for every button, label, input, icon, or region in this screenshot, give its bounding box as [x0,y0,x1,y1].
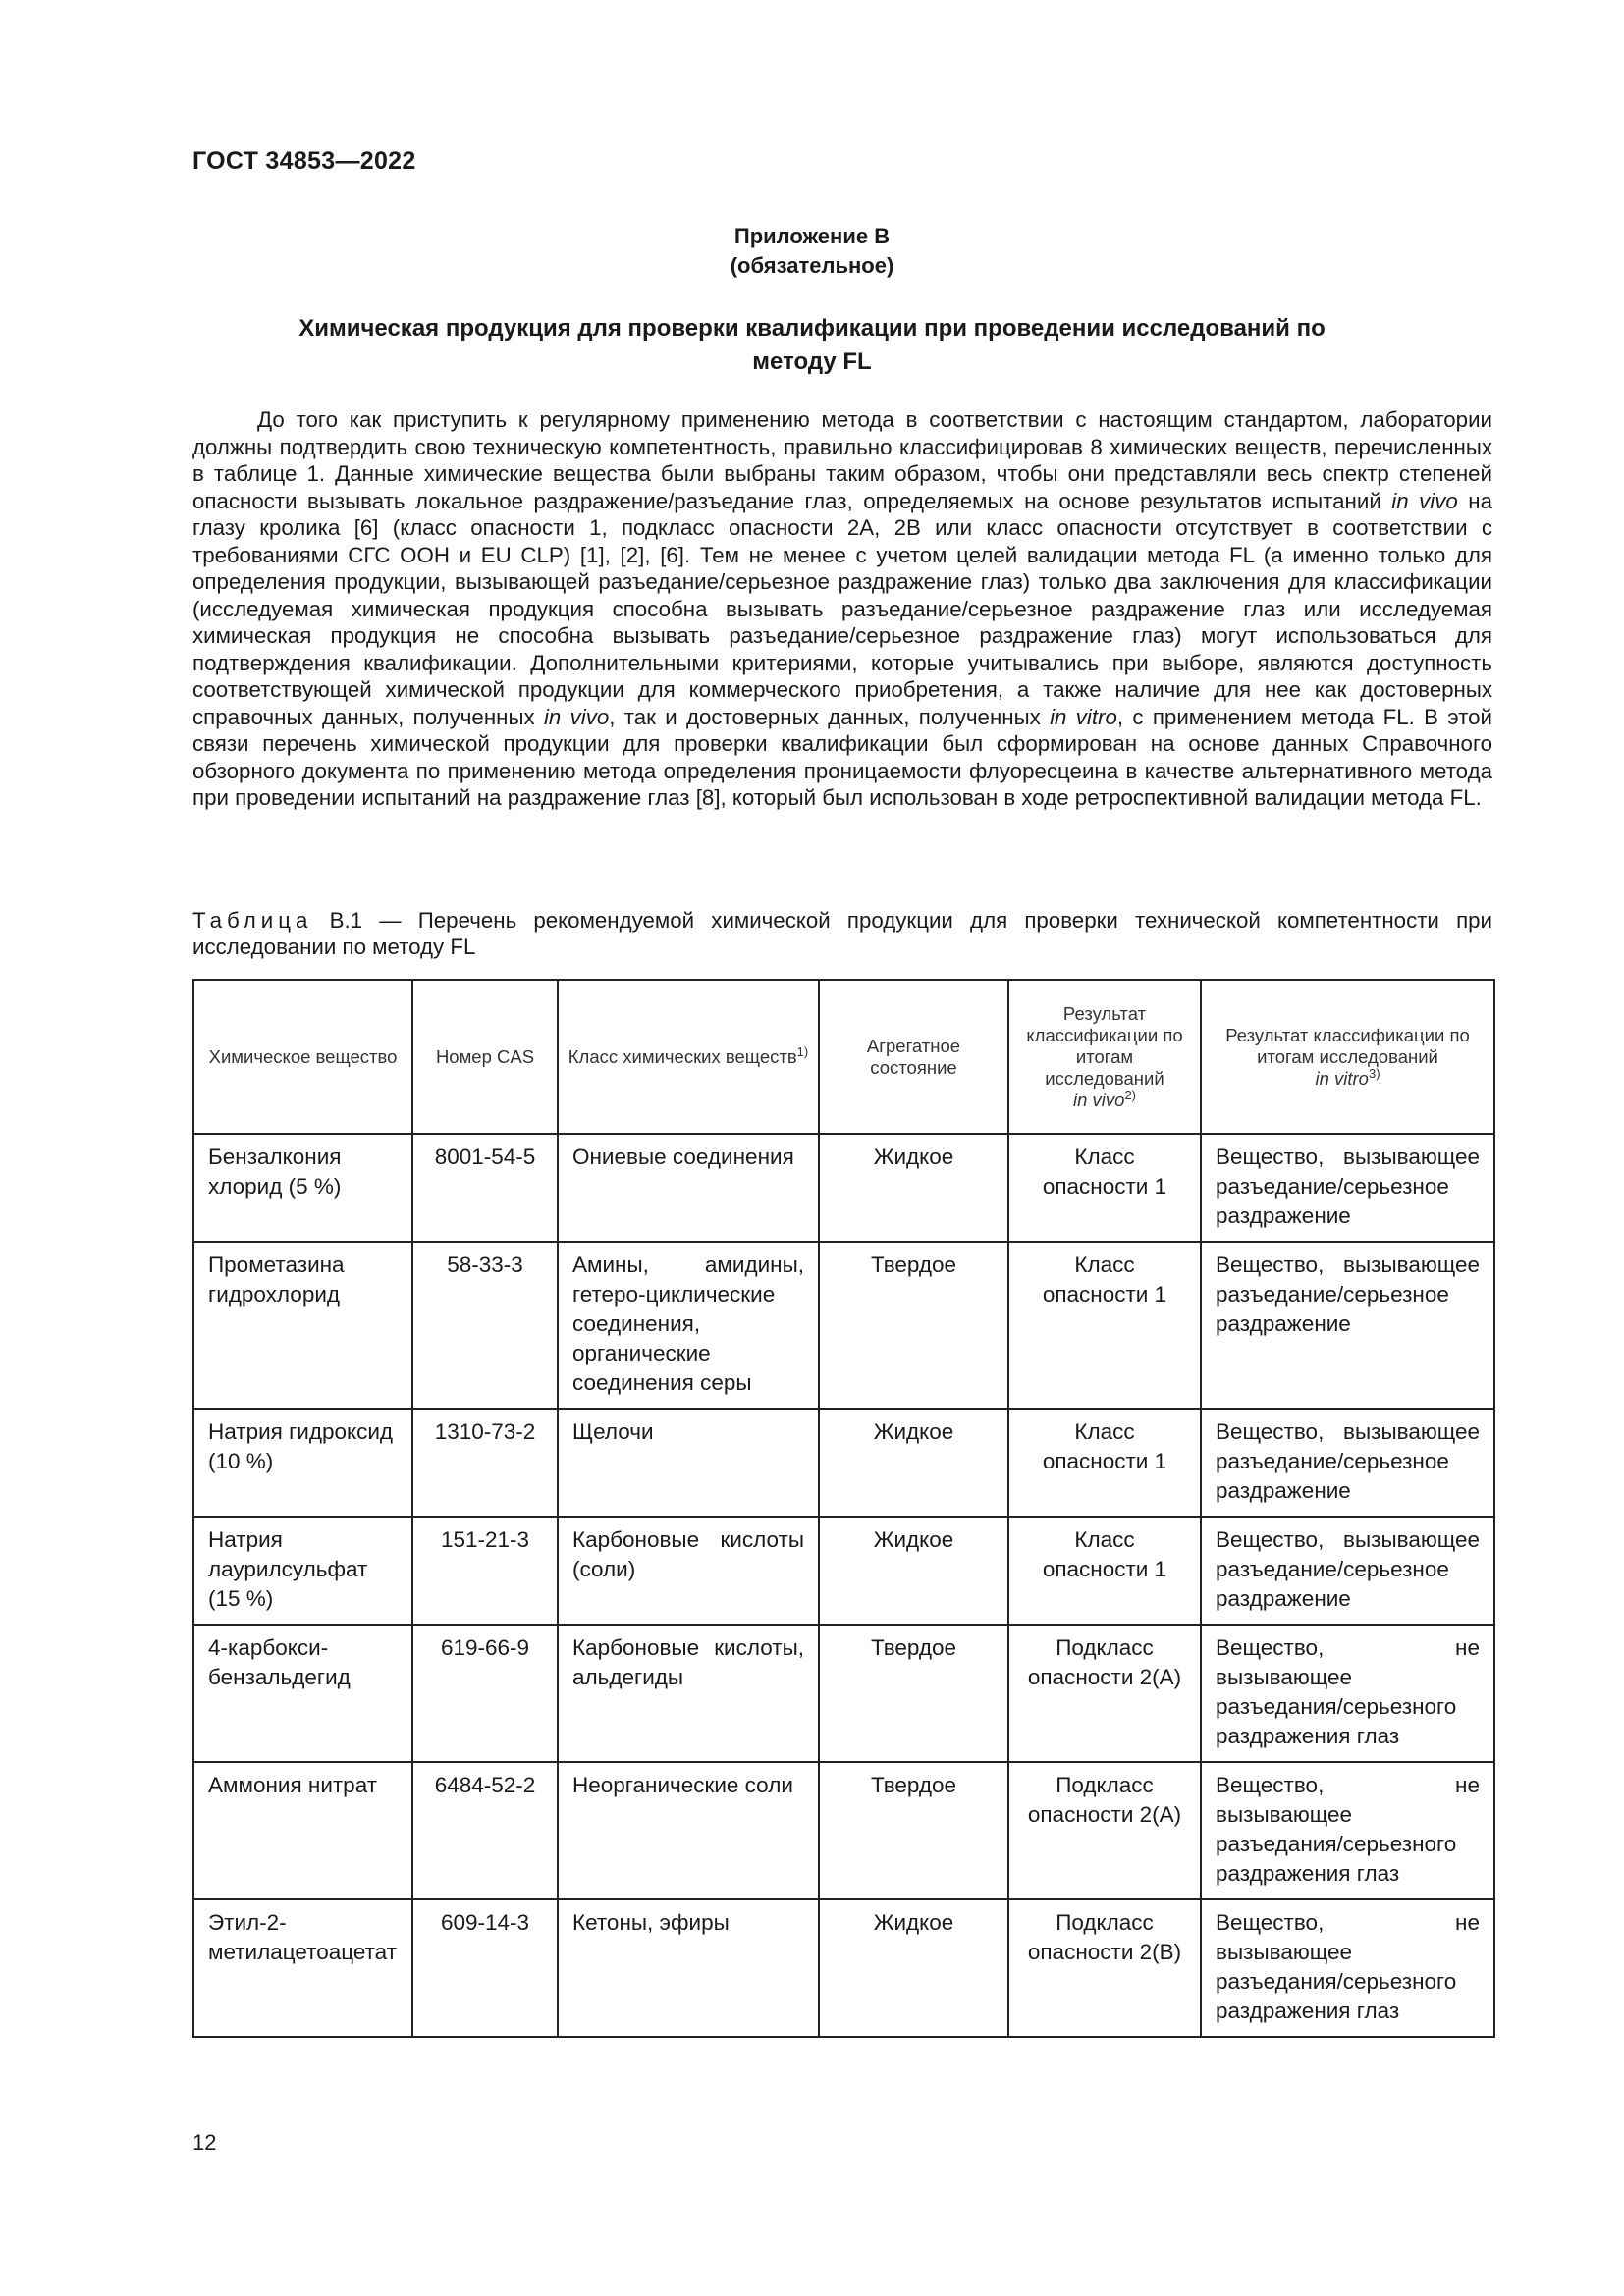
table-row [193,1762,1494,1899]
cell-cas: 619-66-9 [412,1625,558,1762]
caption-word: Таблица [192,908,313,933]
cell-cas: 1310-73-2 [412,1409,558,1517]
header-vivo-footnote: 2) [1124,1087,1136,1102]
table-header-row [193,980,1494,1134]
cell-vivo: Подкласс опасности 2(А) [1008,1625,1201,1762]
cell-vitro: Вещество, вызывающее разъедание/серьезное раздражение [1201,1409,1494,1517]
intro-em-1: in vivo [1391,488,1458,513]
header-vitro-em: in vitro [1315,1067,1369,1089]
cell-vitro: Вещество, вызывающее разъедание/серьезное раздражение [1201,1242,1494,1409]
cell-cas: 609-14-3 [412,1899,558,2037]
cell-name: Натрия лаурилсульфат (15 %) [193,1517,412,1625]
caption-text: В.1 — Перечень рекомендуемой химической продукции для проверки технической компетентности при исследовании по методу FL [192,908,1492,959]
cell-vitro: Вещество, не вызывающее разъедания/серьезного раздражения глаз [1201,1899,1494,2037]
header-vivo [1008,980,1201,1134]
document-code: ГОСТ 34853—2022 [192,147,416,175]
cell-name: Аммония нитрат [193,1762,412,1899]
cell-class: Амины, амидины, гетеро-циклические соединения, органические соединения серы [558,1242,819,1409]
cell-class: Карбоновые кислоты (соли) [558,1517,819,1625]
header-state: Агрегатное состояние [819,980,1008,1134]
cell-cas: 58-33-3 [412,1242,558,1409]
cell-state: Жидкое [819,1134,1008,1242]
cell-vivo: Класс опасности 1 [1008,1517,1201,1625]
header-class [558,980,819,1134]
header-class-footnote: 1) [796,1043,809,1059]
intro-text-1: До того как приступить к регулярному применению метода в соответствии с настоящим стандартом, лаборатории должны подтвердить свою техническую компетентность, правильно классифицировав 8 химических веществ, перечисленных в таблице 1. Данные химические вещества были выбраны таким образом, чтобы они представляли весь спектр степеней опасности вызывать локальное раздражение/разъедание глаз, определяемых на основе результатов испытаний [192,407,1492,513]
cell-cas: 8001-54-5 [412,1134,558,1242]
cell-state: Твердое [819,1762,1008,1899]
table-row [193,1899,1494,2037]
cell-name: Этил-2-метилацетоацетат [193,1899,412,2037]
cell-name: Бензалкония хлорид (5 %) [193,1134,412,1242]
intro-text-2: на глазу кролика [6] (класс опасности 1, подкласс опасности 2А, 2В или класс опасности отсутствует в соответствии с требованиями СГС ООН и EU CLP) [1], [2], [6]. Тем не менее с учетом целей валидации метода FL (а именно только для определения продукции, вызывающей разъедание/серьезное раздражение глаз) только два заключения для классификации (исследуемая химическая продукция способна вызывать разъедание/серьезное раздражение глаз или исследуемая химическая продукция не способна вызывать разъедание/серьезное раздражение глаз) могут использоваться для подтверждения квалификации. Дополнительными критериями, которые учитывались при выборе, являются доступность соответствующей химической продукции для коммерческого приобретения, а также наличие для нее как достоверных справочных данных, полученных [192,488,1492,729]
table-row [193,1517,1494,1625]
cell-vitro: Вещество, вызывающее разъедание/серьезное раздражение [1201,1134,1494,1242]
header-class-text: Класс химических веществ [568,1045,797,1067]
table-caption [192,907,1492,960]
cell-state: Жидкое [819,1517,1008,1625]
cell-vitro: Вещество, вызывающее разъедание/серьезное раздражение [1201,1517,1494,1625]
header-cas: Номер CAS [412,980,558,1134]
table-row [193,1242,1494,1409]
intro-text-3: , так и достоверных данных, полученных [609,704,1051,729]
cell-state: Жидкое [819,1899,1008,2037]
intro-em-2: in vivo [543,704,610,729]
cell-cas: 6484-52-2 [412,1762,558,1899]
cell-state: Жидкое [819,1409,1008,1517]
header-vivo-text: Результат классификации по итогам исследований [1026,1002,1183,1089]
header-vitro [1201,980,1494,1134]
cell-vitro: Вещество, не вызывающее разъедания/серьезного раздражения глаз [1201,1625,1494,1762]
cell-vivo: Класс опасности 1 [1008,1134,1201,1242]
cell-state: Твердое [819,1242,1008,1409]
cell-class: Щелочи [558,1409,819,1517]
cell-vivo: Класс опасности 1 [1008,1242,1201,1409]
table-row [193,1409,1494,1517]
cell-class: Ониевые соединения [558,1134,819,1242]
cell-name: Прометазина гидрохлорид [193,1242,412,1409]
header-name: Химическое вещество [193,980,412,1134]
chemicals-table [192,979,1495,2038]
cell-name: Натрия гидроксид (10 %) [193,1409,412,1517]
cell-vivo: Класс опасности 1 [1008,1409,1201,1517]
appendix-status: (обязательное) [730,253,894,278]
cell-vivo: Подкласс опасности 2(А) [1008,1762,1201,1899]
appendix-heading [0,222,1624,281]
page-number: 12 [192,2130,217,2155]
cell-class: Карбоновые кислоты, альдегиды [558,1625,819,1762]
cell-class: Неорганические соли [558,1762,819,1899]
intro-em-3: in vitro [1050,704,1117,729]
intro-paragraph [192,406,1492,812]
cell-name: 4-карбокси-бензальдегид [193,1625,412,1762]
appendix-title: Приложение В [733,224,891,248]
section-title: Химическая продукция для проверки квалификации при проведении исследований по методу FL [298,315,1326,375]
header-vivo-em: in vivo [1072,1089,1125,1110]
intro-text-4: , с применением метода FL. В этой связи перечень химической продукции для проверки квалификации был сформирован на основе данных Справочного обзорного документа по применению метода определения проницаемости флуоресцеина в качестве альтернативного метода при проведении испытаний на раздражение глаз [8], который был использован в ходе ретроспективной валидации метода FL. [192,704,1493,810]
table-row [193,1134,1494,1242]
header-vitro-text: Результат классификации по итогам исследований [1225,1024,1470,1067]
cell-vitro: Вещество, не вызывающее разъедания/серьезного раздражения глаз [1201,1762,1494,1899]
header-vitro-footnote: 3) [1368,1065,1380,1081]
table-row [193,1625,1494,1762]
cell-class: Кетоны, эфиры [558,1899,819,2037]
cell-vivo: Подкласс опасности 2(В) [1008,1899,1201,2037]
cell-state: Твердое [819,1625,1008,1762]
cell-cas: 151-21-3 [412,1517,558,1625]
